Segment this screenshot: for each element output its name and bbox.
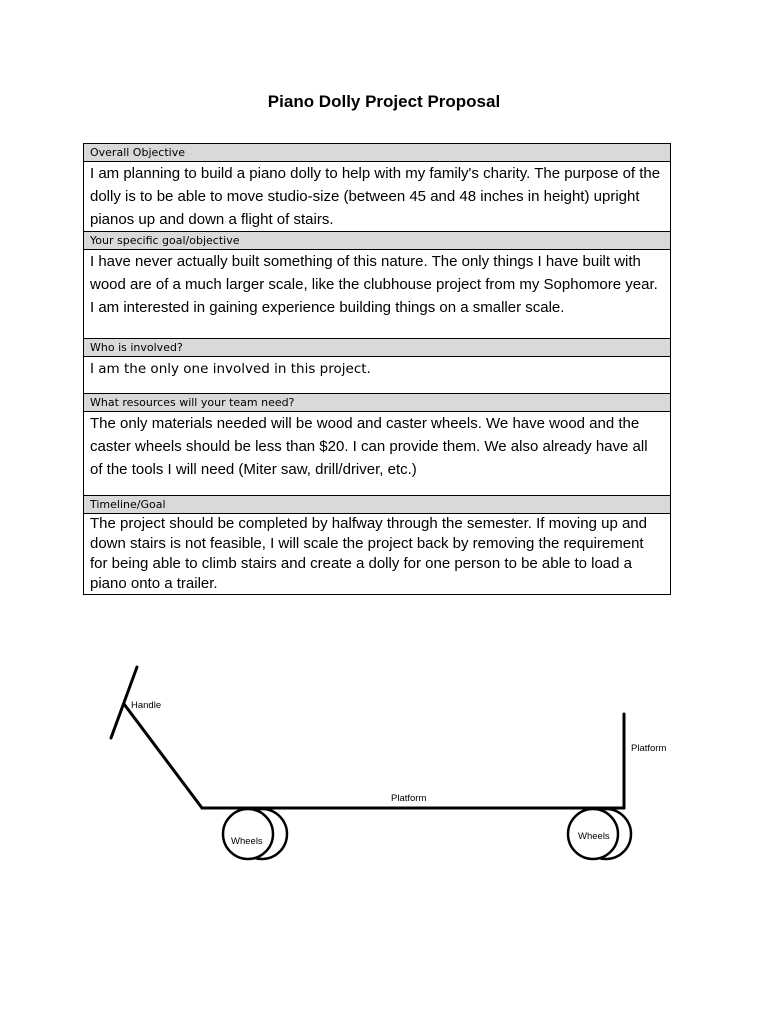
- section-body-who-involved: [84, 357, 671, 394]
- section-header-overall-objective: [84, 144, 671, 162]
- dolly-sketch: [0, 640, 768, 880]
- section-heading: Who is involved?: [84, 339, 671, 357]
- section-body-timeline: [84, 514, 671, 595]
- section-body-resources: [84, 412, 671, 496]
- section-text: I am the only one involved in this project.: [84, 357, 671, 394]
- section-header-specific-goal: [84, 232, 671, 250]
- section-header-timeline: [84, 496, 671, 514]
- label-wheels-right: Wheels: [578, 831, 610, 842]
- section-text: The only materials needed will be wood and caster wheels. We have wood and the caster wheels should be less than $20. I can provide them. We also already have all of the tools I will need (Miter saw, drill/driver, etc.): [84, 412, 671, 496]
- label-wheels-left: Wheels: [231, 836, 263, 847]
- section-text: I have never actually built something of this nature. The only things I have built with wood are of a much larger scale, like the clubhouse project from my Sophomore year. I am interested in gaining experience building things on a smaller scale.: [84, 250, 671, 339]
- handle-arm: [124, 704, 202, 808]
- section-text: I am planning to build a piano dolly to help with my family's charity. The purpose of the dolly is to be able to move studio-size (between 45 and 48 inches in height) upright pianos up and down a flight of stairs.: [84, 162, 671, 232]
- section-heading: What resources will your team need?: [84, 394, 671, 412]
- section-text: The project should be completed by halfway through the semester. If moving up and down stairs is not feasible, I will scale the project back by removing the requirement for being able to climb stairs and create a dolly for one person to be able to load a piano onto a trailer.: [84, 514, 671, 595]
- section-body-overall-objective: [84, 162, 671, 232]
- document-title: Piano Dolly Project Proposal: [267, 92, 501, 111]
- label-platform-bottom: Platform: [391, 793, 427, 804]
- section-body-specific-goal: [84, 250, 671, 339]
- label-handle: Handle: [131, 700, 162, 711]
- section-heading: Timeline/Goal: [84, 496, 671, 514]
- label-platform-side: Platform: [631, 743, 667, 754]
- section-heading: Your specific goal/objective: [84, 232, 671, 250]
- section-heading: Overall Objective: [84, 144, 671, 162]
- proposal-form: [83, 143, 671, 595]
- section-header-resources: [84, 394, 671, 412]
- wheel-left-front: [223, 809, 273, 859]
- section-header-who-involved: [84, 339, 671, 357]
